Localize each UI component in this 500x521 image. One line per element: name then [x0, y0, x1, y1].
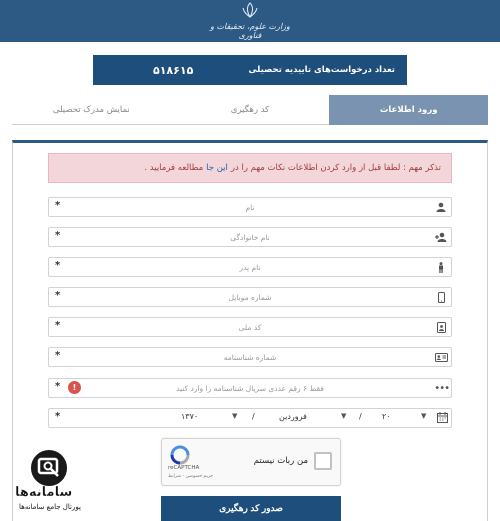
mobile-placeholder: شماره موبایل [228, 292, 272, 302]
info-icon[interactable]: ! [68, 381, 81, 394]
birth-year[interactable]: ۱۳۷۰ [181, 412, 199, 421]
father-name-field[interactable] [48, 257, 452, 277]
first-name-field[interactable] [48, 197, 452, 217]
tab-tracking-code[interactable]: کد رهگیری [171, 95, 330, 125]
last-name-placeholder: نام خانوادگی [230, 232, 270, 242]
recaptcha-widget [161, 438, 341, 486]
chevron-down-icon[interactable]: ▼ [232, 412, 238, 420]
alert-prefix: تذکر مهم : لطفا قبل از وارد کردن اطلاعات نکات مهم را در [230, 163, 441, 173]
date-separator: / [359, 412, 362, 421]
recaptcha-terms[interactable]: حریم خصوصی - شرایط [168, 474, 214, 479]
site-header [0, 0, 500, 42]
recaptcha-brand: reCAPTCHA [168, 465, 200, 471]
recaptcha-checkbox[interactable] [314, 452, 332, 470]
last-name-field[interactable] [48, 227, 452, 247]
national-code-field[interactable] [48, 317, 452, 337]
serial-field[interactable] [48, 378, 452, 398]
tab-bar [12, 95, 488, 125]
birth-date-field [48, 408, 452, 428]
counter-label: تعداد درخواست‌های تاییدیه تحصیلی [248, 65, 395, 75]
recaptcha-logo-icon [170, 445, 190, 465]
required-marker: * [55, 411, 61, 422]
father-name-placeholder: نام پدر [239, 262, 261, 272]
alert-link[interactable]: این جا [206, 163, 228, 173]
issue-tracking-code-button[interactable]: صدور کد رهگیری [161, 496, 341, 521]
required-marker: * [55, 230, 61, 241]
calendar-icon [437, 412, 448, 426]
first-name-placeholder: نام [245, 202, 255, 212]
national-code-placeholder: کد ملی [238, 322, 262, 332]
counter-value: ۵۱۸۶۱۵ [153, 63, 194, 77]
more-icon: ••• [434, 383, 449, 394]
required-marker: * [55, 381, 61, 392]
watermark-subtitle: پورتال جامع سامانه‌ها [19, 503, 81, 511]
required-marker: * [55, 290, 61, 301]
important-alert [48, 153, 452, 183]
chevron-down-icon[interactable]: ▼ [421, 412, 427, 420]
watermark-title: سامانه‌ها [15, 485, 73, 500]
required-marker: * [55, 200, 61, 211]
mobile-field[interactable] [48, 287, 452, 307]
id-number-placeholder: شماره شناسنامه [223, 352, 277, 362]
ministry-name: وزارت علوم، تحقیقات و فناوری [210, 22, 290, 40]
serial-placeholder: فقط ۶ رقم عددی سریال شناسنامه را وارد کنید [176, 383, 324, 393]
watermark-icon [29, 448, 69, 488]
id-number-field[interactable] [48, 347, 452, 367]
tab-data-entry[interactable]: ورود اطلاعات [329, 95, 488, 125]
date-separator: / [252, 412, 255, 421]
chevron-down-icon[interactable]: ▼ [341, 412, 347, 420]
watermark-logo [5, 448, 100, 516]
tab-show-certificate[interactable]: نمایش مدرک تحصیلی [12, 95, 171, 125]
birth-day[interactable]: ۲۰ [382, 412, 391, 421]
recaptcha-label: من ربات نیستم [253, 456, 308, 466]
required-marker: * [55, 260, 61, 271]
emblem-icon [238, 2, 262, 18]
required-marker: * [55, 320, 61, 331]
alert-suffix: مطالعه فرمایید . [144, 163, 204, 173]
birth-month[interactable]: فروردین [279, 412, 307, 421]
request-counter [93, 55, 407, 85]
required-marker: * [55, 350, 61, 361]
